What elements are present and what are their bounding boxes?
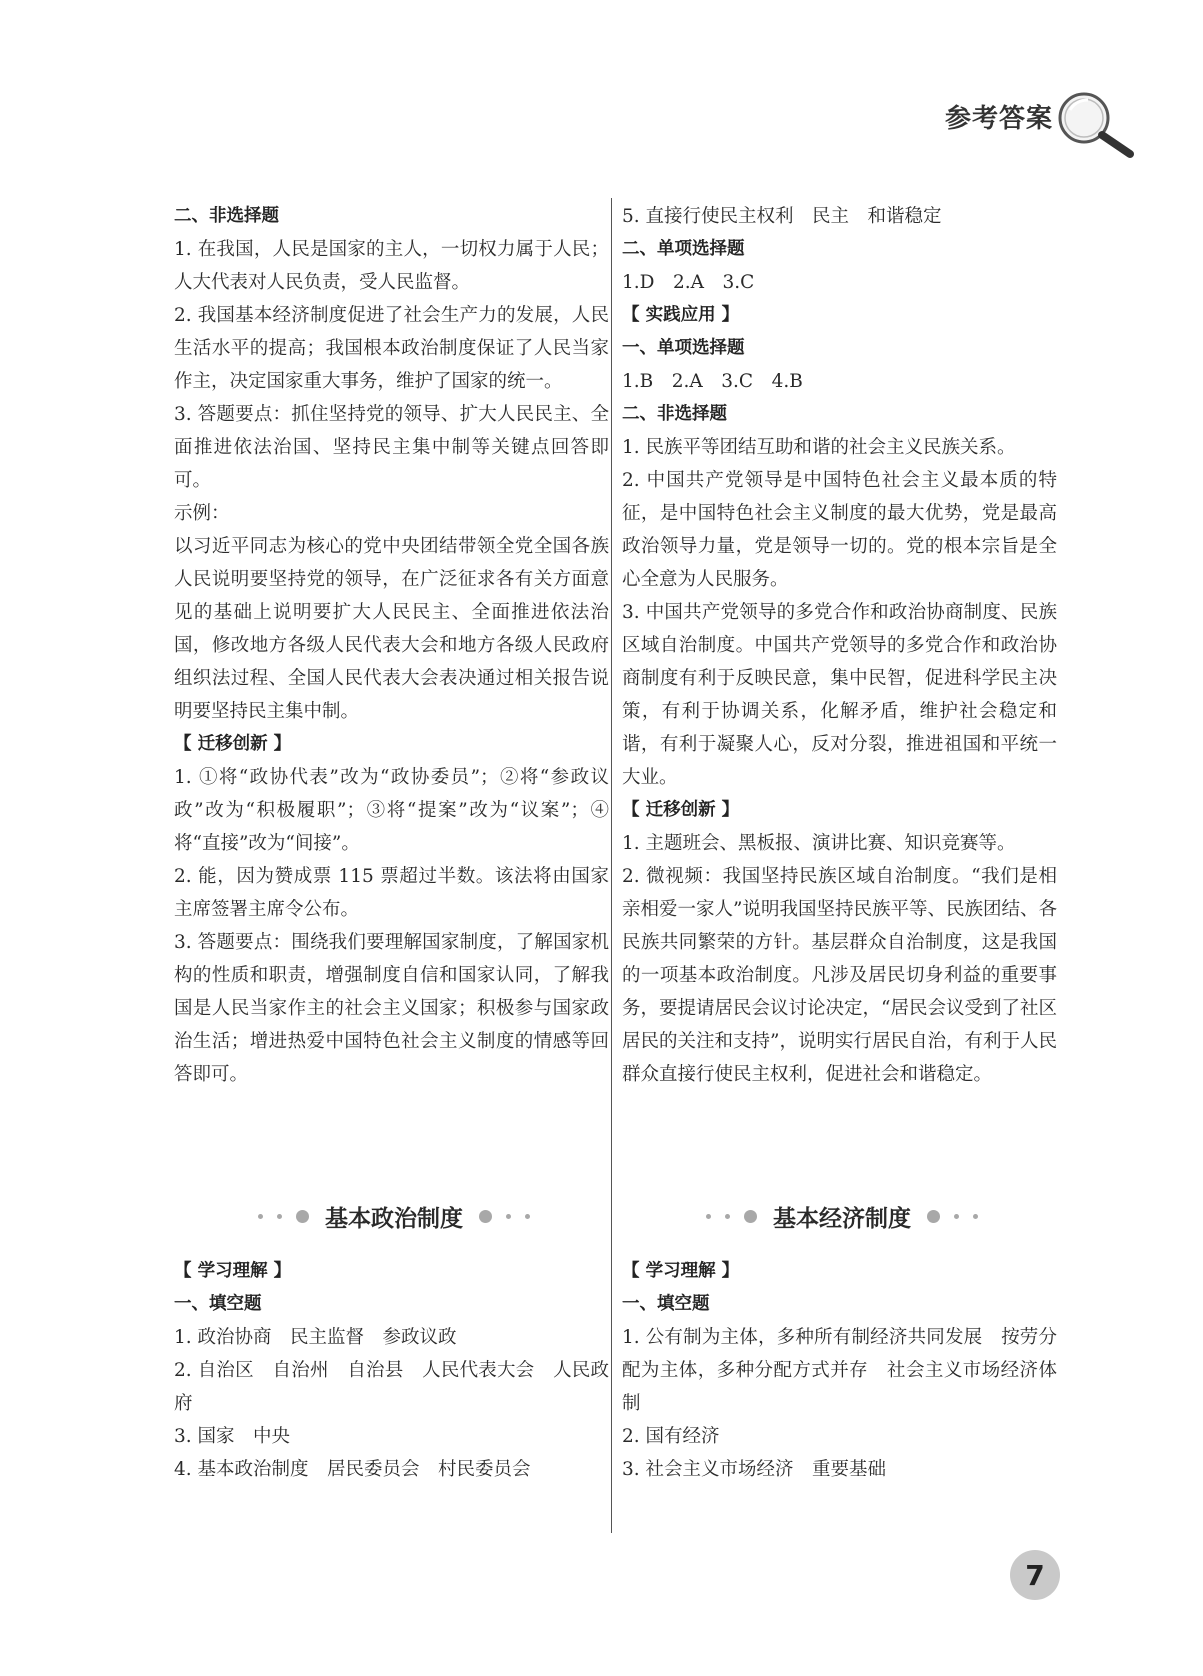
answer-paragraph: 1. ①将“政协代表”改为“政协委员”；②将“参政议政”改为“积极履职”；③将“提案”改为“议案”；④将“直接”改为“间接”。 xyxy=(174,767,609,854)
left-bottom-column xyxy=(174,1255,609,1486)
section-heading: 一、填空题 xyxy=(622,1294,710,1314)
chapter-title-political-system: 基本政治制度 xyxy=(325,1205,463,1232)
answer-paragraph: 4. 基本政治制度 居民委员会 村民委员会 xyxy=(174,1459,531,1480)
bracket-heading: 【 学习理解 】 xyxy=(174,1261,292,1281)
answer-paragraph: 2. 微视频：我国坚持民族区域自治制度。“我们是相亲相爱一家人”说明我国坚持民族平等、民族团结、各民族共同繁荣的方针。基层群众自治制度，这是我国的一项基本政治制度。凡涉及居民切身利益的重要事务，要提请居民会议讨论决定，“居民会议受到了社区居民的关注和支持”，说明实行居民自治，有利于人民群众直接行使民主权利，促进社会和谐稳定。 xyxy=(622,866,1057,1085)
right-column xyxy=(622,200,1057,1091)
decorative-dots-icon xyxy=(479,1210,530,1223)
decorative-dots-icon xyxy=(927,1210,978,1223)
answer-paragraph: 1. 政治协商 民主监督 参政议政 xyxy=(174,1327,457,1348)
decorative-dots-icon xyxy=(258,1210,309,1223)
answer-paragraph: 示例： xyxy=(174,503,230,524)
bracket-heading: 【 迁移创新 】 xyxy=(174,734,292,754)
page-header-title: 参考答案 xyxy=(945,104,1054,134)
answer-paragraph: 2. 中国共产党领导是中国特色社会主义最本质的特征，是中国特色社会主义制度的最大优势，党是最高政治领导力量，党是领导一切的。党的根本宗旨是全心全意为人民服务。 xyxy=(622,470,1057,590)
chapter-heading-right xyxy=(622,1196,1062,1236)
answer-paragraph: 3. 答题要点：围绕我们要理解国家制度，了解国家机构的性质和职责，增强制度自信和国家认同，了解我国是人民当家作主的社会主义国家；积极参与国家政治生活；增进热爱中国特色社会主义制度的情感等回答即可。 xyxy=(174,932,609,1085)
answer-paragraph: 5. 直接行使民主权利 民主 和谐稳定 xyxy=(622,206,942,227)
magnifier-icon xyxy=(1052,88,1136,160)
answer-paragraph: 3. 国家 中央 xyxy=(174,1426,291,1447)
answer-paragraph: 2. 能，因为赞成票 115 票超过半数。该法将由国家主席签署主席令公布。 xyxy=(174,866,609,920)
answer-paragraph: 1. 主题班会、黑板报、演讲比赛、知识竞赛等。 xyxy=(622,833,1016,854)
section-heading: 二、非选择题 xyxy=(174,206,279,226)
answer-paragraph: 2. 国有经济 xyxy=(622,1426,720,1447)
answer-paragraph: 2. 自治区 自治州 自治县 人民代表大会 人民政府 xyxy=(174,1360,609,1414)
section-heading: 一、填空题 xyxy=(174,1294,262,1314)
answer-paragraph: 以习近平同志为核心的党中央团结带领全党全国各族人民说明要坚持党的领导，在广泛征求各有关方面意见的基础上说明要扩大人民民主、全面推进依法治国，修改地方各级人民代表大会和地方各级人民政府组织法过程、全国人民代表大会表决通过相关报告说明要坚持民主集中制。 xyxy=(174,536,609,722)
page-number: 7 xyxy=(1010,1550,1060,1600)
section-heading: 二、非选择题 xyxy=(622,404,727,424)
column-divider xyxy=(611,198,612,1533)
bracket-heading: 【 学习理解 】 xyxy=(622,1261,740,1281)
section-heading: 二、单项选择题 xyxy=(622,239,745,259)
chapter-heading-left xyxy=(174,1196,614,1236)
left-column xyxy=(174,200,609,1091)
answer-paragraph: 1. 在我国，人民是国家的主人，一切权力属于人民；人大代表对人民负责，受人民监督。 xyxy=(174,239,609,293)
decorative-dots-icon xyxy=(706,1210,757,1223)
bracket-heading: 【 实践应用 】 xyxy=(622,305,740,325)
answer-paragraph: 1. 民族平等团结互助和谐的社会主义民族关系。 xyxy=(622,437,1016,458)
answer-paragraph: 1. 公有制为主体，多种所有制经济共同发展 按劳分配为主体，多种分配方式并存 社会主义市场经济体制 xyxy=(622,1327,1057,1414)
answer-paragraph: 2. 我国基本经济制度促进了社会生产力的发展，人民生活水平的提高；我国根本政治制度保证了人民当家作主，决定国家重大事务，维护了国家的统一。 xyxy=(174,305,609,392)
section-heading: 一、单项选择题 xyxy=(622,338,745,358)
answer-paragraph: 3. 社会主义市场经济 重要基础 xyxy=(622,1459,887,1480)
right-bottom-column xyxy=(622,1255,1057,1486)
answer-paragraph: 3. 答题要点：抓住坚持党的领导、扩大人民民主、全面推进依法治国、坚持民主集中制等关键点回答即可。 xyxy=(174,404,609,491)
answer-paragraph: 3. 中国共产党领导的多党合作和政治协商制度、民族区域自治制度。中国共产党领导的多党合作和政治协商制度有利于反映民意，集中民智，促进科学民主决策，有利于协调关系，化解矛盾，维护社会稳定和谐，有利于凝聚人心，反对分裂，推进祖国和平统一大业。 xyxy=(622,602,1057,788)
chapter-title-economic-system: 基本经济制度 xyxy=(773,1205,911,1232)
bracket-heading: 【 迁移创新 】 xyxy=(622,800,740,820)
answer-paragraph: 1.D 2.A 3.C xyxy=(622,272,755,293)
answer-paragraph: 1.B 2.A 3.C 4.B xyxy=(622,371,803,392)
